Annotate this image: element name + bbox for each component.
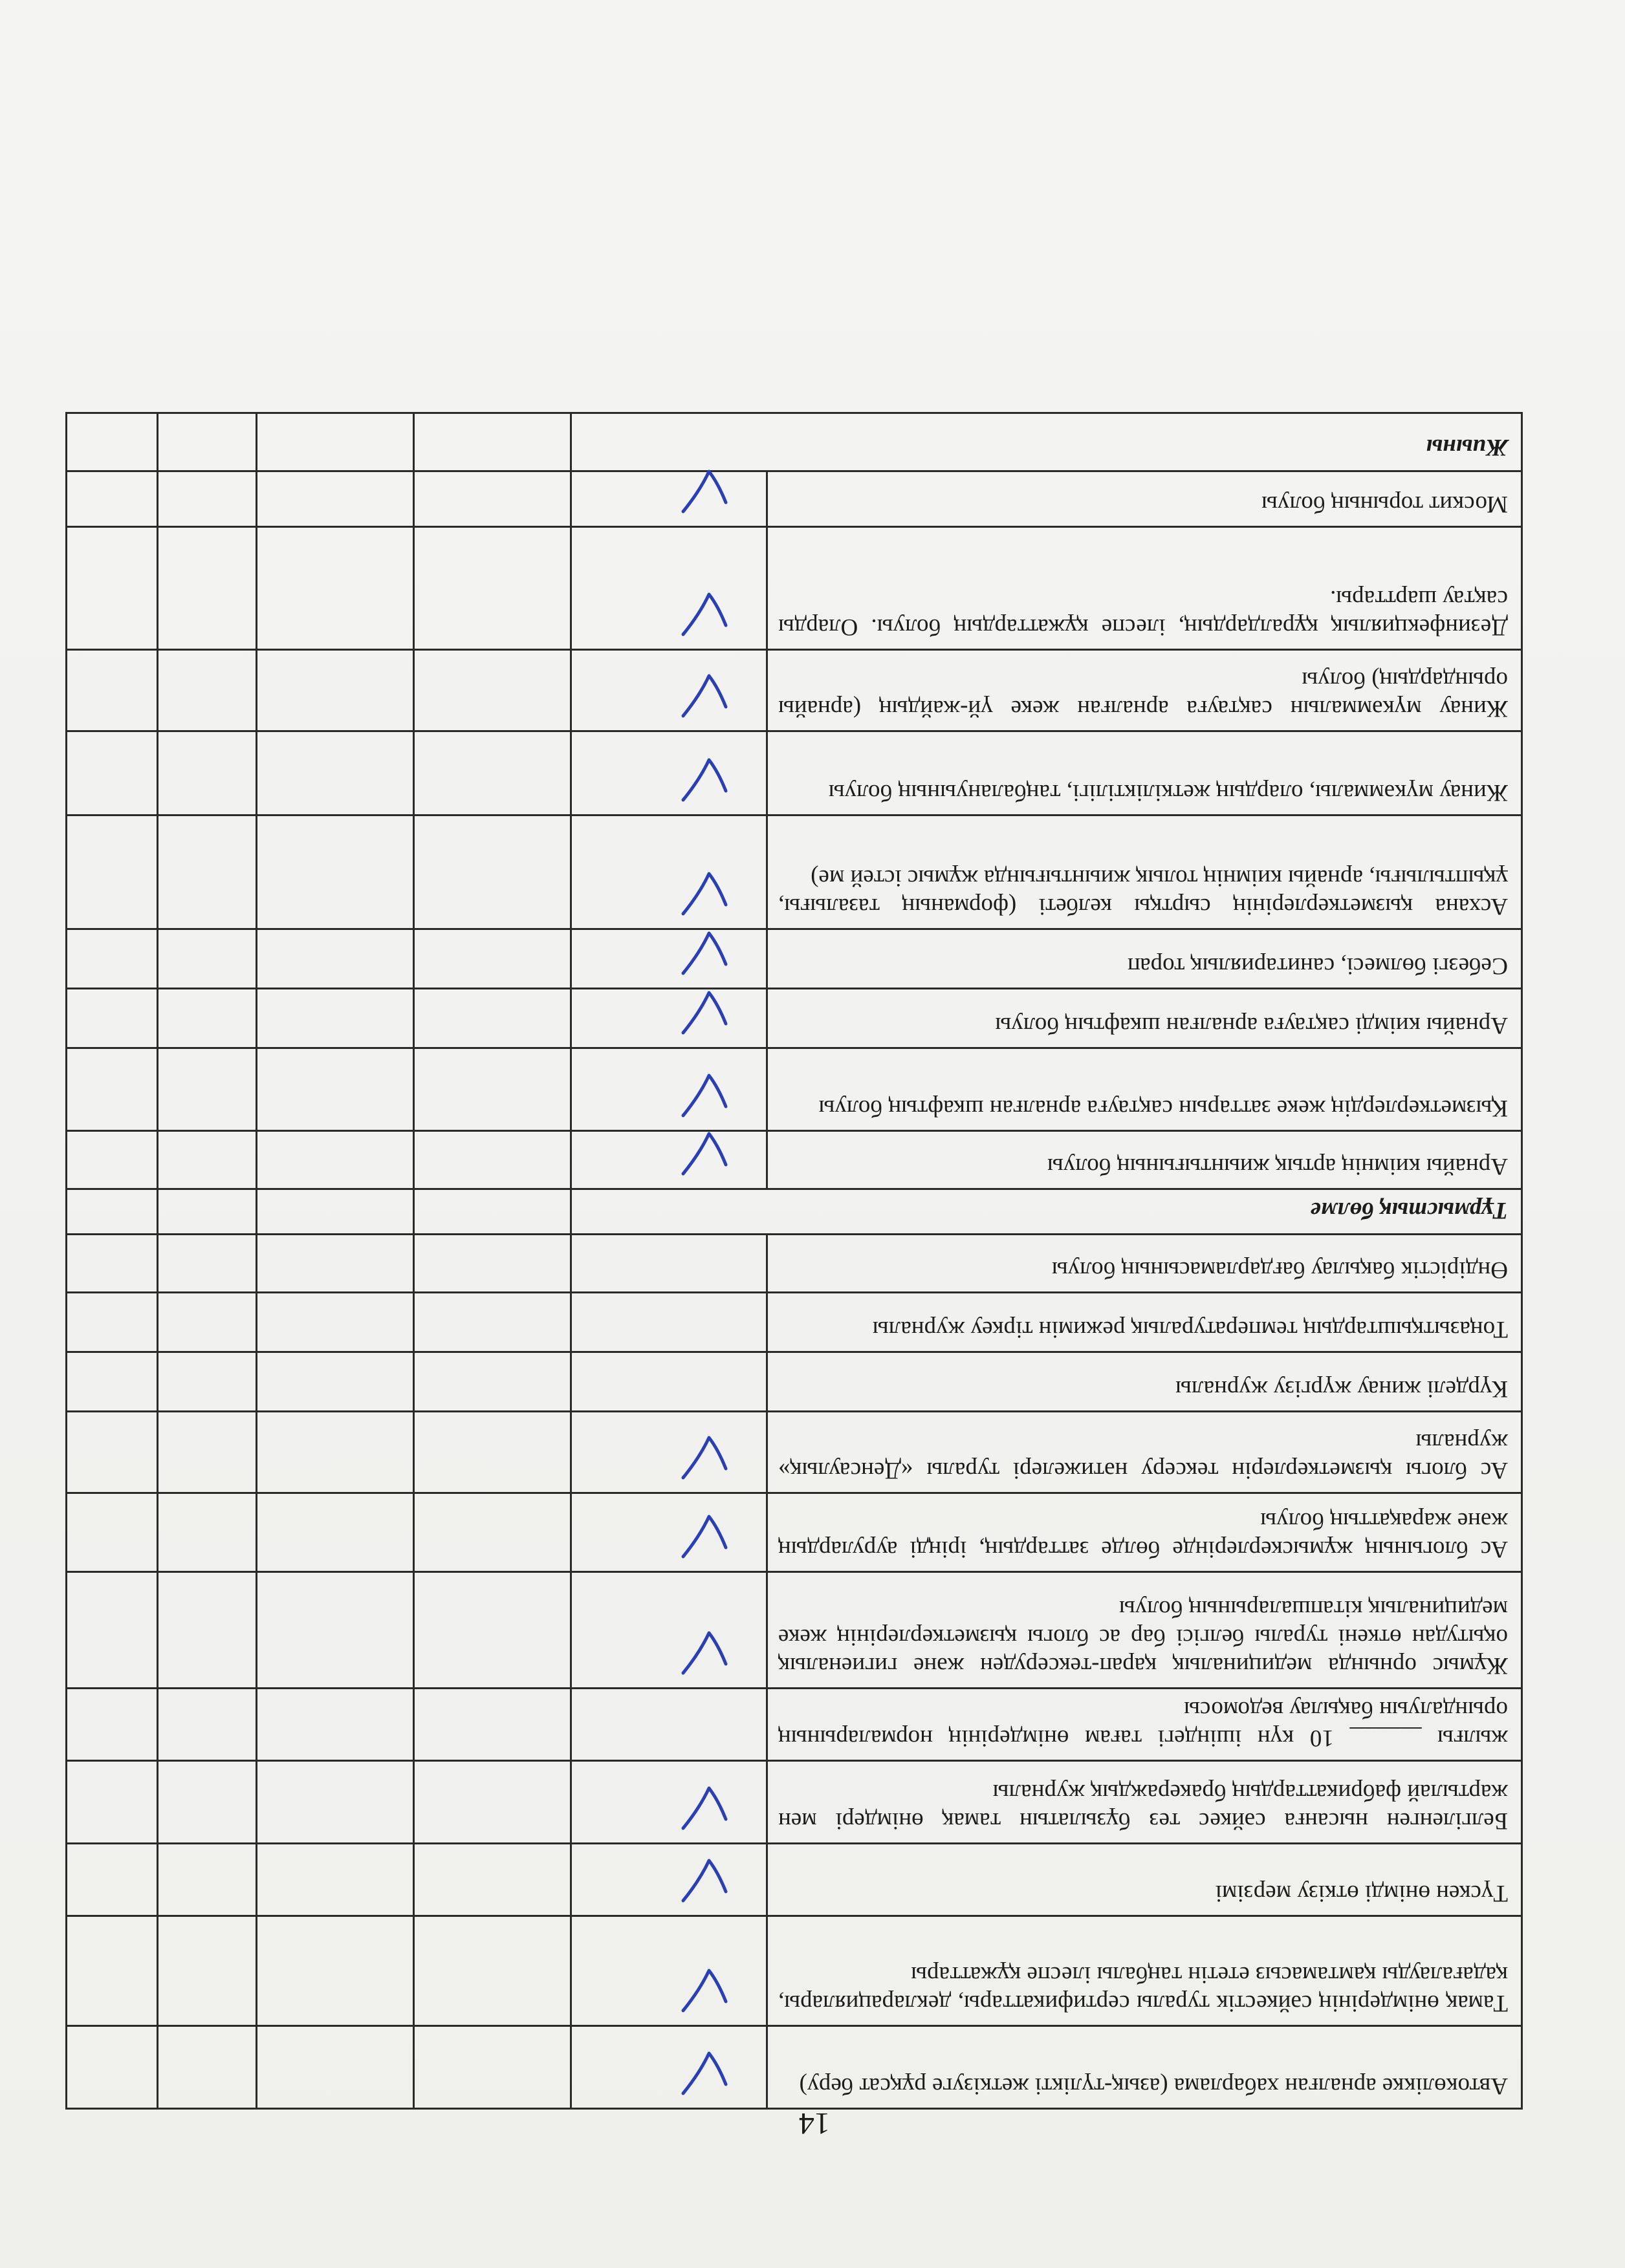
page-number: 14 — [799, 2106, 830, 2141]
empty-column-cell — [257, 1572, 414, 1689]
checklist-row — [67, 731, 1522, 815]
empty-column-cell — [67, 1189, 158, 1235]
empty-column-cell — [257, 413, 414, 471]
handwritten-check-icon — [675, 1431, 734, 1483]
checklist-row — [67, 1131, 1522, 1189]
empty-column-cell — [257, 1048, 414, 1131]
empty-column-cell — [414, 1189, 571, 1235]
empty-column-cell — [67, 1572, 158, 1689]
checklist-row — [67, 815, 1522, 929]
empty-column-cell — [158, 471, 257, 527]
compliance-mark-cell — [571, 989, 767, 1048]
checklist-item-text: Белгіленген нысанға сәйкес тез бұзылатын тамақ өнімдері мен жартылай фабрикаттардың бракераждық журналы — [767, 1761, 1522, 1844]
empty-column-cell — [158, 413, 257, 471]
checklist-item-text: Тамақ өнімдерінің сәйкестік туралы сертификаттары, декларациялары, қадағалауды қамтамасыз ететін таңбалы ілеспе құжаттары — [767, 1916, 1522, 2026]
checklist-item-text: Өндірістік бақылау бағдарламасының болуы — [767, 1235, 1522, 1293]
empty-column-cell — [257, 1131, 414, 1189]
handwritten-check-icon — [675, 867, 734, 919]
empty-column-cell — [257, 471, 414, 527]
empty-column-cell — [414, 1689, 571, 1761]
handwritten-check-icon — [675, 465, 734, 517]
checklist-row — [67, 527, 1522, 650]
empty-column-cell — [67, 731, 158, 815]
handwritten-check-icon — [675, 1854, 734, 1906]
compliance-mark-cell — [571, 1048, 767, 1131]
compliance-mark-cell — [571, 1916, 767, 2026]
checklist-item-text: Арнайы киімді сақтауға арналған шкафтың болуы — [767, 989, 1522, 1048]
compliance-mark-cell — [571, 650, 767, 731]
compliance-mark-cell — [571, 1572, 767, 1689]
checklist-row — [67, 929, 1522, 989]
handwritten-check-icon — [675, 1964, 734, 2016]
empty-column-cell — [257, 989, 414, 1048]
empty-column-cell — [257, 1844, 414, 1916]
empty-column-cell — [257, 527, 414, 650]
empty-column-cell — [67, 1235, 158, 1293]
checklist-item-text: Себезгі бөлмесі, санитариялық торап — [767, 929, 1522, 989]
checklist-row — [67, 1689, 1522, 1761]
empty-column-cell — [257, 2026, 414, 2109]
empty-column-cell — [257, 1412, 414, 1493]
checklist-item-text: Автокөлікке арналған хабарлама (азық-түлікті жеткізуге рұқсат беру) — [767, 2026, 1522, 2109]
checklist-row — [67, 1844, 1522, 1916]
empty-column-cell — [414, 2026, 571, 2109]
empty-column-cell — [414, 527, 571, 650]
empty-column-cell — [414, 1493, 571, 1572]
handwritten-check-icon — [675, 588, 734, 640]
checklist-row — [67, 1572, 1522, 1689]
checklist-row — [67, 1352, 1522, 1412]
empty-column-cell — [414, 413, 571, 471]
empty-column-cell — [257, 1493, 414, 1572]
empty-column-cell — [67, 1493, 158, 1572]
checklist-item-text: Арнайы киімнің артық жиынтығының болуы — [767, 1131, 1522, 1189]
handwritten-check-icon — [675, 669, 734, 721]
empty-column-cell — [257, 929, 414, 989]
compliance-mark-cell — [571, 2026, 767, 2109]
checklist-item-text: Жұмыс орнында медициналық қарап-тексеруден және гигиеналық оқытудан өткені туралы белгісі бар ас блогы қызметкерлерінің жеке медициналық кітапшаларының болуы — [767, 1572, 1522, 1689]
empty-column-cell — [67, 1293, 158, 1352]
checklist-item-text: Жинау мүкәммалын сақтауға арналған жеке үй-жайдың (арнайы орындардың) болуы — [767, 650, 1522, 731]
compliance-mark-cell — [571, 1412, 767, 1493]
compliance-mark-cell — [571, 1844, 767, 1916]
empty-column-cell — [158, 1572, 257, 1689]
empty-column-cell — [414, 1235, 571, 1293]
checklist-item-text: Күрделі жинау жүргізу журналы — [767, 1352, 1522, 1412]
checklist-row — [67, 1235, 1522, 1293]
empty-column-cell — [158, 1352, 257, 1412]
empty-column-cell — [414, 989, 571, 1048]
empty-column-cell — [414, 1916, 571, 2026]
handwritten-check-icon — [675, 1626, 734, 1678]
checklist-row — [67, 471, 1522, 527]
empty-column-cell — [414, 1352, 571, 1412]
empty-column-cell — [158, 989, 257, 1048]
checklist-item-text: Ас блогының жұмыскерлерінде бөлде заттардың, іріңді аурулардың және жарақаттың болуы — [767, 1493, 1522, 1572]
empty-column-cell — [414, 815, 571, 929]
compliance-mark-cell — [571, 471, 767, 527]
section-row — [67, 1189, 1522, 1235]
empty-column-cell — [67, 1689, 158, 1761]
empty-column-cell — [414, 1572, 571, 1689]
empty-column-cell — [414, 1761, 571, 1844]
empty-column-cell — [67, 1916, 158, 2026]
checklist-item-text: Тоңазытқыштардың температуралық режимін тіркеу журналы — [767, 1293, 1522, 1352]
empty-column-cell — [257, 1189, 414, 1235]
handwritten-check-icon — [675, 2047, 734, 2099]
empty-column-cell — [257, 1293, 414, 1352]
compliance-mark-cell — [571, 1293, 767, 1352]
handwritten-check-icon — [675, 1782, 734, 1833]
empty-column-cell — [158, 1916, 257, 2026]
empty-column-cell — [257, 815, 414, 929]
checklist-row — [67, 1916, 1522, 2026]
inspection-checklist-table — [65, 412, 1523, 2110]
empty-column-cell — [158, 1761, 257, 1844]
empty-column-cell — [67, 650, 158, 731]
checklist-row — [67, 1761, 1522, 1844]
empty-column-cell — [158, 1689, 257, 1761]
compliance-mark-cell — [571, 1235, 767, 1293]
empty-column-cell — [158, 1235, 257, 1293]
checklist-item-text: Түскен өнімді өткізу мерзімі — [767, 1844, 1522, 1916]
empty-column-cell — [158, 929, 257, 989]
empty-column-cell — [414, 1844, 571, 1916]
compliance-mark-cell — [571, 1131, 767, 1189]
handwritten-check-icon — [675, 1510, 734, 1562]
empty-column-cell — [67, 471, 158, 527]
handwritten-check-icon — [675, 753, 734, 805]
checklist-item-text: Асхана қызметкерлерінің сыртқы келбеті (форманың тазалығы, ұқыптылығы, арнайы киімнің толық жиынтығында жұмыс істей ме) — [767, 815, 1522, 929]
empty-column-cell — [67, 929, 158, 989]
empty-column-cell — [257, 1761, 414, 1844]
empty-column-cell — [67, 1761, 158, 1844]
empty-column-cell — [67, 989, 158, 1048]
empty-column-cell — [257, 1916, 414, 2026]
empty-column-cell — [67, 2026, 158, 2109]
compliance-mark-cell — [571, 929, 767, 989]
empty-column-cell — [158, 650, 257, 731]
checklist-row — [67, 989, 1522, 1048]
compliance-mark-cell — [571, 1689, 767, 1761]
compliance-mark-cell — [571, 731, 767, 815]
empty-column-cell — [414, 1293, 571, 1352]
empty-column-cell — [414, 471, 571, 527]
empty-column-cell — [158, 815, 257, 929]
empty-column-cell — [158, 1493, 257, 1572]
empty-column-cell — [414, 1048, 571, 1131]
empty-column-cell — [257, 650, 414, 731]
empty-column-cell — [158, 1048, 257, 1131]
empty-column-cell — [67, 1352, 158, 1412]
checklist-row — [67, 1493, 1522, 1572]
section-title: Тұрмыстық бөлме — [571, 1189, 1522, 1235]
checklist-row — [67, 2026, 1522, 2109]
empty-column-cell — [158, 1131, 257, 1189]
checklist-item-text: Москит торының болуы — [767, 471, 1522, 527]
handwritten-check-icon — [675, 986, 734, 1038]
empty-column-cell — [257, 1689, 414, 1761]
empty-column-cell — [158, 527, 257, 650]
checklist-item-text: Дезинфекциялық құралдардың, ілеспе құжаттардың болуы. Оларды сақтау шарттары. — [767, 527, 1522, 650]
empty-column-cell — [158, 1293, 257, 1352]
handwritten-check-icon — [675, 1127, 734, 1179]
empty-column-cell — [257, 1352, 414, 1412]
checklist-row — [67, 1412, 1522, 1493]
empty-column-cell — [67, 527, 158, 650]
empty-column-cell — [67, 1131, 158, 1189]
compliance-mark-cell — [571, 1352, 767, 1412]
empty-column-cell — [67, 1412, 158, 1493]
empty-column-cell — [414, 1131, 571, 1189]
compliance-mark-cell — [571, 1761, 767, 1844]
compliance-mark-cell — [571, 527, 767, 650]
empty-column-cell — [158, 2026, 257, 2109]
compliance-mark-cell — [571, 815, 767, 929]
empty-column-cell — [67, 413, 158, 471]
empty-column-cell — [67, 1048, 158, 1131]
empty-column-cell — [158, 1189, 257, 1235]
section-row — [67, 413, 1522, 471]
compliance-mark-cell — [571, 1493, 767, 1572]
checklist-item-text: жылғы ______ 10 күн ішіндегі тағам өнімдерінің нормаларының орындалуын бақылау ведомосы — [767, 1689, 1522, 1761]
checklist-row — [67, 650, 1522, 731]
empty-column-cell — [414, 1412, 571, 1493]
empty-column-cell — [257, 731, 414, 815]
checklist-item-text: Жинау мүкәммалы, олардың жеткіліктілігі, таңбалануының болуы — [767, 731, 1522, 815]
checklist-item-text: Қызметкерлердің жеке заттарын сақтауға арналған шкафтың болуы — [767, 1048, 1522, 1131]
empty-column-cell — [414, 929, 571, 989]
empty-column-cell — [158, 731, 257, 815]
checklist-item-text: Ас блогы қызметкерлерін тексеру нәтижелері туралы «Денсаулық» журналы — [767, 1412, 1522, 1493]
checklist-row — [67, 1048, 1522, 1131]
empty-column-cell — [158, 1412, 257, 1493]
empty-column-cell — [158, 1844, 257, 1916]
handwritten-check-icon — [675, 1069, 734, 1121]
handwritten-check-icon — [675, 927, 734, 978]
empty-column-cell — [414, 650, 571, 731]
empty-column-cell — [67, 815, 158, 929]
checklist-row — [67, 1293, 1522, 1352]
section-title: Жиыны — [571, 413, 1522, 471]
empty-column-cell — [67, 1844, 158, 1916]
empty-column-cell — [257, 1235, 414, 1293]
empty-column-cell — [414, 731, 571, 815]
